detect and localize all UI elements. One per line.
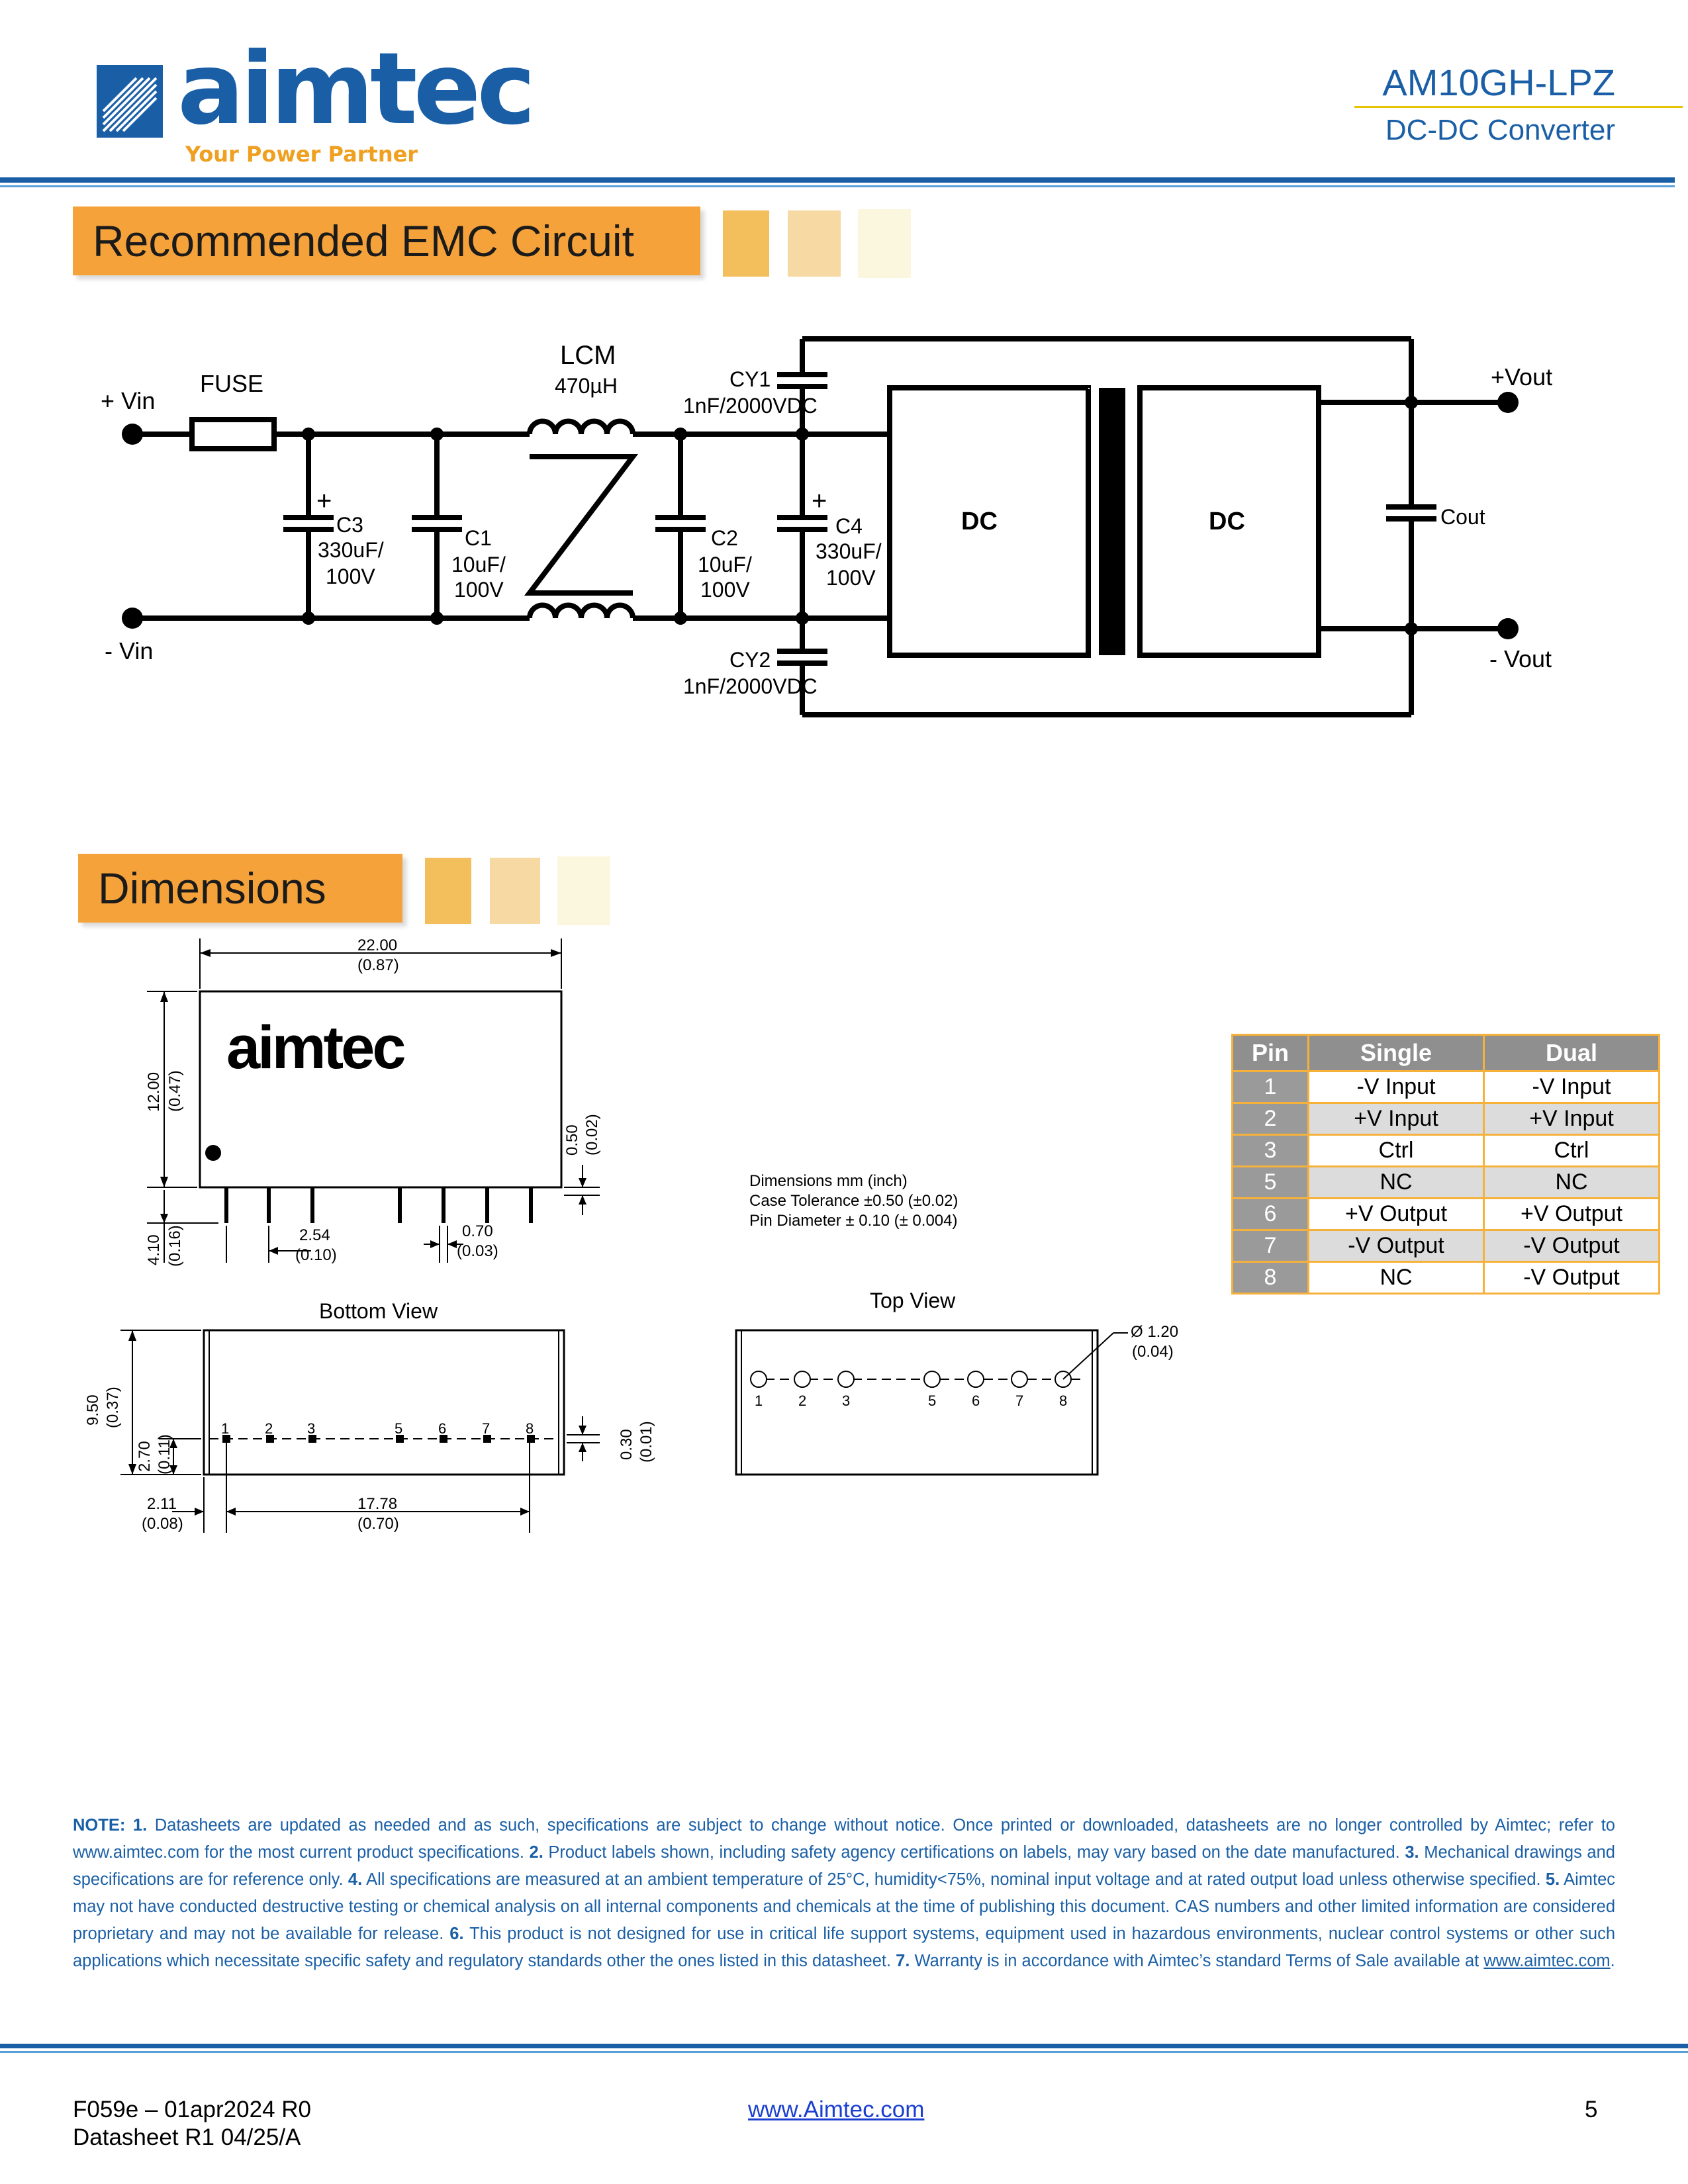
dim-pitch-in: (0.10) [295, 1246, 337, 1264]
label-c3-plus: + [316, 486, 332, 516]
vin-plus-terminal [122, 424, 143, 445]
dim-edge-mm: 2.11 [147, 1495, 177, 1513]
single-cell: -V Input [1309, 1071, 1484, 1103]
transformer-core [1099, 388, 1125, 655]
dual-cell: NC [1484, 1167, 1660, 1199]
lcm-core [530, 457, 633, 593]
notes-website-link[interactable]: www.aimtec.com [1483, 1952, 1611, 1970]
top-view-body [736, 1330, 1098, 1475]
label-vin-plus: + Vin [101, 387, 156, 414]
footer-rule-thin [0, 2051, 1688, 2053]
mechanical-drawing [0, 927, 1225, 1555]
note-text: Aimtec may not have conducted destructive testing or chemical analysis on all internal components and chemicals at the time of publishing this document. CAS numbers and other limited information are considered proprietary and may not be available for release. [73, 1870, 1616, 1943]
tv-pin-number: 1 [755, 1392, 763, 1409]
label-cy2-value: 1nF/2000VDC [683, 674, 818, 698]
tv-pin-number: 6 [972, 1392, 980, 1409]
decor-square [425, 858, 471, 924]
pin-cell: 2 [1233, 1103, 1309, 1135]
label-c1-v1: 10uF/ [451, 553, 506, 576]
single-cell: -V Output [1309, 1230, 1484, 1262]
tv-pin-number: 8 [1059, 1392, 1068, 1409]
dim-width-mm: 22.00 [357, 936, 398, 954]
pin1-marker [205, 1145, 221, 1161]
dim-width-in: (0.87) [357, 956, 399, 974]
dim-note-2: Case Tolerance ±0.50 (±0.02) [749, 1192, 959, 1210]
decor-square [788, 210, 841, 277]
vout-minus-terminal [1497, 618, 1519, 639]
pin-table-header [1233, 1035, 1660, 1071]
model-underline [1354, 106, 1683, 108]
pin-cell: 5 [1233, 1167, 1309, 1199]
label-lcm: LCM [560, 341, 616, 370]
table-row [1233, 1135, 1660, 1167]
dim-span-mm: 17.78 [357, 1495, 398, 1513]
single-cell: NC [1309, 1262, 1484, 1294]
label-dc-input: DC [961, 508, 998, 535]
footer-datasheet: Datasheet R1 04/25/A [73, 2124, 301, 2150]
pin-cell: 7 [1233, 1230, 1309, 1262]
label-c2-v1: 10uF/ [698, 553, 752, 576]
note-number: 3. [1405, 1843, 1419, 1862]
logo-wordmark: aimtec [177, 32, 532, 147]
pin-cell: 1 [1233, 1071, 1309, 1103]
dual-cell: +V Output [1484, 1199, 1660, 1230]
label-vout-minus: - Vout [1489, 645, 1552, 672]
label-c4-v2: 100V [826, 566, 876, 590]
footer-rule [0, 2044, 1688, 2048]
single-cell: Ctrl [1309, 1135, 1484, 1167]
label-fuse: FUSE [200, 370, 264, 397]
dual-cell: -V Output [1484, 1230, 1660, 1262]
label-c4-v1: 330uF/ [816, 539, 882, 563]
bv-pin-number: 2 [265, 1420, 273, 1437]
dim-standoff-mm: 0.50 [563, 1124, 581, 1156]
dim-note-3: Pin Diameter ± 0.10 (± 0.004) [749, 1212, 958, 1230]
dim-standoff-in: (0.02) [583, 1114, 601, 1156]
note-text: This product is not designed for use in critical life support systems, equipment used in hazardous environments, nuclear control systems or other such applications which necessitate specific safety and regulatory standards other the ones listed in this datasheet. [73, 1925, 1615, 1970]
label-vout-plus: +Vout [1491, 363, 1553, 390]
col-single: Single [1309, 1035, 1484, 1071]
vin-minus-terminal [122, 608, 143, 629]
bottom-view-label: Bottom View [319, 1299, 438, 1323]
bv-pin-number: 8 [526, 1420, 534, 1437]
note-number: 7. [896, 1952, 910, 1970]
col-pin: Pin [1233, 1035, 1309, 1071]
bv-pin-number: 1 [221, 1420, 230, 1437]
notes-end: . [1610, 1952, 1615, 1970]
pin-hole [1011, 1371, 1027, 1387]
dim-pinlen-mm: 4.10 [145, 1234, 163, 1265]
pin-hole [794, 1371, 810, 1387]
label-vin-minus: - Vin [105, 637, 154, 664]
section-title-emc: Recommended EMC Circuit [93, 216, 634, 265]
emc-circuit-diagram [0, 311, 1688, 735]
note-text: Warranty is in accordance with Aimtec’s standard Terms of Sale available at [914, 1952, 1484, 1970]
page-number: 5 [1585, 2097, 1598, 2122]
label-lcm-value: 470µH [555, 374, 618, 398]
fuse-symbol [192, 420, 274, 449]
table-row [1233, 1199, 1660, 1230]
dim-row-in: (0.11) [156, 1434, 173, 1475]
footer-website-link[interactable]: www.Aimtec.com [748, 2097, 925, 2122]
logo-stripes-icon [97, 65, 163, 138]
dim-pinw-mm: 0.70 [462, 1222, 493, 1240]
label-dc-output: DC [1209, 508, 1245, 535]
decor-square [490, 858, 540, 924]
note-number: 1. [132, 1816, 148, 1835]
top-view-label: Top View [870, 1289, 956, 1312]
header-rule [0, 177, 1675, 183]
pin-hole [968, 1371, 984, 1387]
dim-height-mm: 12.00 [145, 1071, 163, 1112]
tv-pin-number: 5 [928, 1392, 937, 1409]
section-header-dimensions [78, 854, 402, 923]
single-cell: +V Output [1309, 1199, 1484, 1230]
dim-depth-in: (0.37) [104, 1387, 122, 1428]
note-number: 2. [529, 1843, 543, 1862]
label-c4-plus: + [812, 486, 827, 516]
footer-form: F059e – 01apr2024 R0 [73, 2097, 311, 2122]
note-text: Product labels shown, including safety agency certifications on labels, may vary based on the date manufactured. [548, 1843, 1405, 1862]
lcm-coil-bottom [530, 606, 633, 618]
label-cy2: CY2 [729, 648, 771, 672]
pin-cell: 3 [1233, 1135, 1309, 1167]
table-row [1233, 1262, 1660, 1294]
single-cell: +V Input [1309, 1103, 1484, 1135]
label-c4: C4 [835, 514, 863, 538]
label-c2-v2: 100V [700, 578, 750, 602]
notes-label: NOTE: [73, 1816, 126, 1835]
label-c3-v2: 100V [326, 565, 375, 588]
note-number: 5. [1545, 1870, 1560, 1889]
label-cy1-value: 1nF/2000VDC [683, 394, 818, 418]
table-row [1233, 1167, 1660, 1199]
dim-pinlen-in: (0.16) [166, 1225, 184, 1267]
tv-pin-number: 7 [1015, 1392, 1024, 1409]
vout-plus-terminal [1497, 392, 1519, 413]
table-row [1233, 1103, 1660, 1135]
dual-cell: +V Input [1484, 1103, 1660, 1135]
bv-pin-number: 3 [307, 1420, 316, 1437]
label-cy1: CY1 [729, 367, 771, 391]
decor-square [557, 856, 610, 925]
pin-table [1231, 1034, 1660, 1295]
single-cell: NC [1309, 1167, 1484, 1199]
section-header-emc [73, 206, 700, 275]
pin-hole [924, 1371, 940, 1387]
lcm-coil-top [530, 422, 633, 435]
header-rule-thin [0, 185, 1675, 187]
table-row [1233, 1230, 1660, 1262]
table-row [1233, 1071, 1660, 1103]
body-logo: aimtec [226, 1014, 404, 1081]
pin-cell: 6 [1233, 1199, 1309, 1230]
tv-pin-number: 3 [842, 1392, 851, 1409]
bv-pin-number: 7 [482, 1420, 491, 1437]
dim-pinw-in: (0.03) [457, 1242, 498, 1260]
bottom-view-body [204, 1330, 564, 1475]
notes-block [73, 1812, 1615, 1975]
note-number: 4. [348, 1870, 363, 1889]
dim-depth-mm: 9.50 [84, 1394, 102, 1426]
pin-hole [838, 1371, 854, 1387]
note-text: All specifications are measured at an ambient temperature of 25°C, humidity<75%, nominal input voltage and at rated output load unless otherwise specified. [366, 1870, 1546, 1889]
label-c3: C3 [336, 513, 363, 537]
dim-row-mm: 2.70 [136, 1441, 154, 1472]
model-number: AM10GH-LPZ [1382, 62, 1615, 103]
label-c2: C2 [711, 526, 738, 550]
label-c3-v1: 330uF/ [318, 538, 384, 562]
note-text: Mechanical drawings and specifications are for reference only. [73, 1843, 1615, 1889]
dim-span-in: (0.70) [357, 1515, 399, 1533]
dim-edge-in: (0.08) [142, 1515, 183, 1533]
label-cout: Cout [1440, 505, 1485, 529]
label-c1: C1 [465, 526, 492, 550]
pin-cell: 8 [1233, 1262, 1309, 1294]
dim-pinoff-mm: 0.30 [618, 1429, 635, 1460]
product-type: DC-DC Converter [1385, 114, 1615, 146]
bv-pin-number: 5 [395, 1420, 403, 1437]
dual-cell: Ctrl [1484, 1135, 1660, 1167]
dual-cell: -V Input [1484, 1071, 1660, 1103]
pin-hole [751, 1371, 767, 1387]
label-c1-v2: 100V [454, 578, 504, 602]
logo-tagline: Your Power Partner [185, 142, 418, 167]
col-dual: Dual [1484, 1035, 1660, 1071]
section-title-dimensions: Dimensions [98, 864, 326, 913]
note-number: 6. [449, 1925, 464, 1943]
note-text: Datasheets are updated as needed and as such, specifications are subject to change without notice. Once printed or downloaded, datasheets are no longer controlled by Aimtec; refer to www.aimtec.com for the most current product specifications. [73, 1816, 1615, 1862]
dim-hole-in: (0.04) [1132, 1343, 1174, 1361]
dim-height-in: (0.47) [166, 1070, 184, 1112]
logo-mark [97, 65, 163, 138]
decor-square [723, 210, 769, 277]
tv-pin-number: 2 [798, 1392, 807, 1409]
decor-square [858, 209, 911, 278]
dim-pinoff-in: (0.01) [637, 1421, 655, 1463]
dim-hole-mm: Ø 1.20 [1131, 1323, 1179, 1341]
bv-pin-number: 6 [438, 1420, 447, 1437]
dim-note-1: Dimensions mm (inch) [749, 1172, 908, 1190]
dim-pitch-mm: 2.54 [299, 1226, 330, 1244]
dual-cell: -V Output [1484, 1262, 1660, 1294]
